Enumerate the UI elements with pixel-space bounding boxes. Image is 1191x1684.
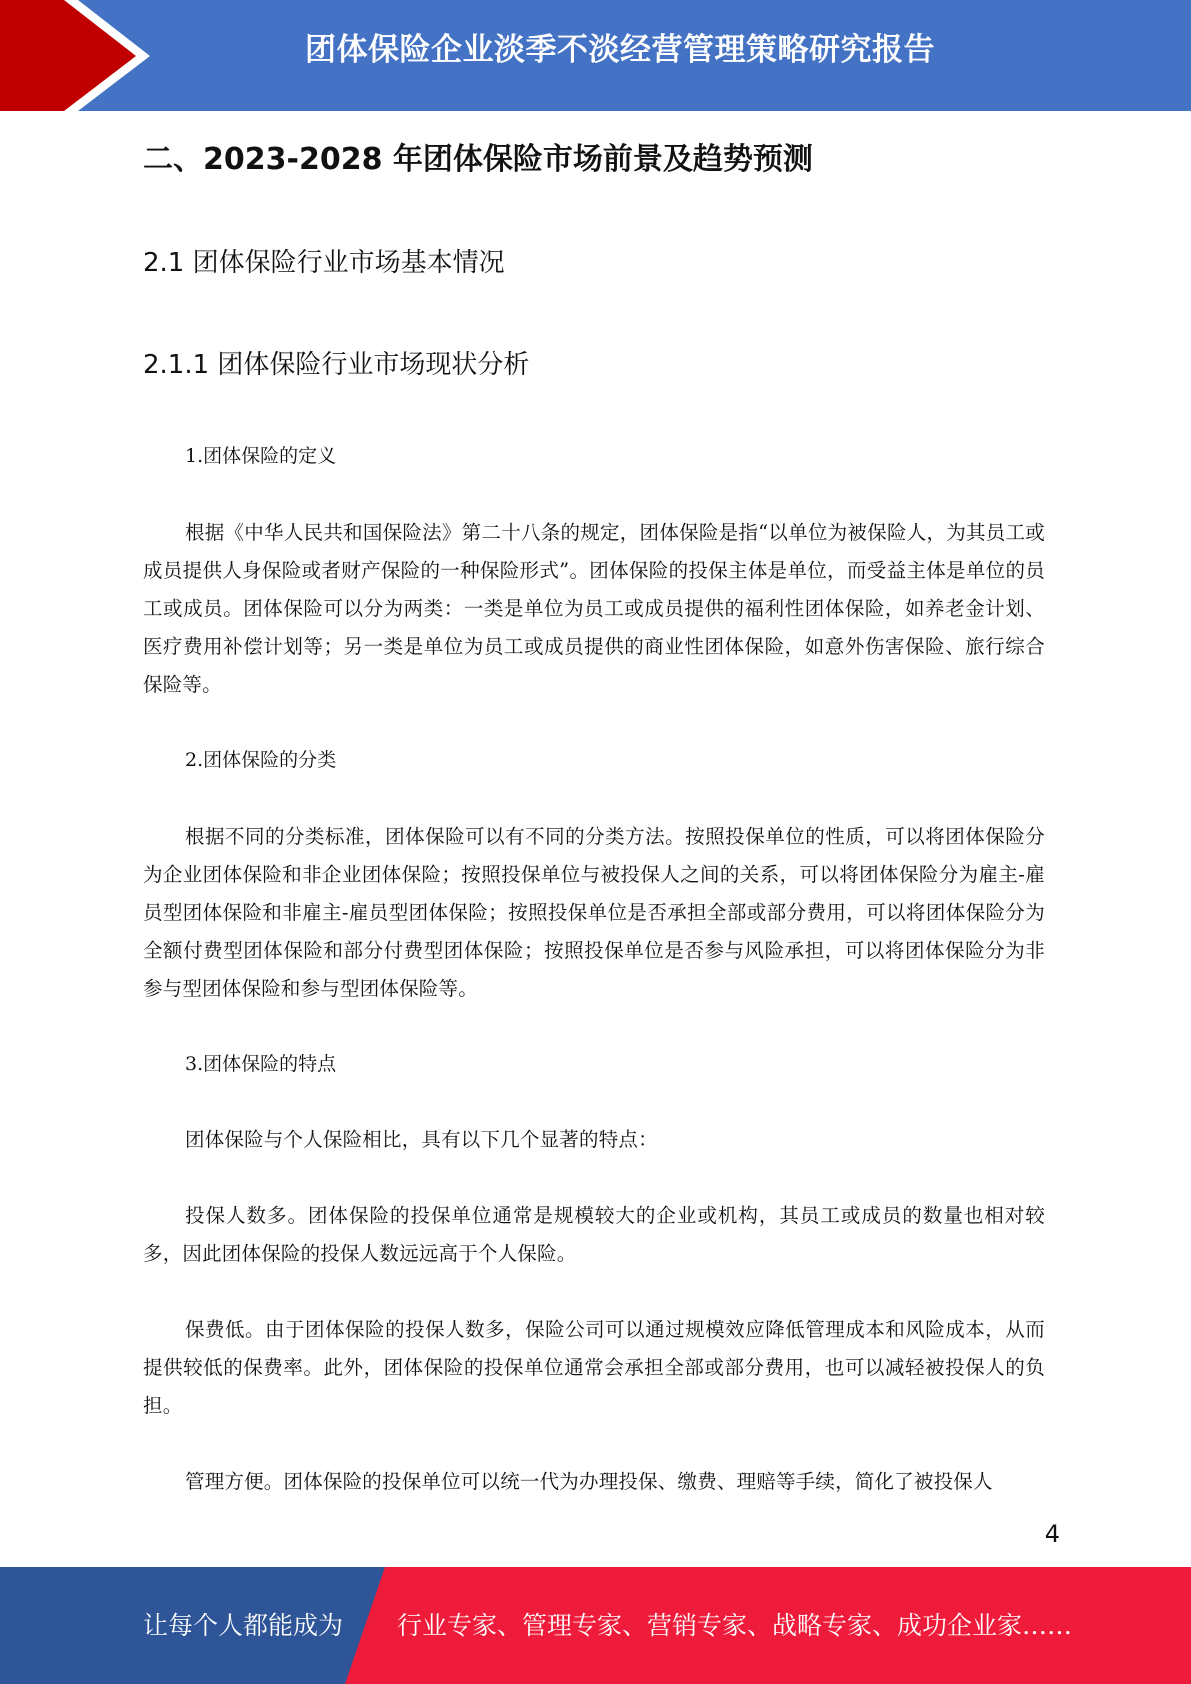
item3-intro: 团体保险与个人保险相比，具有以下几个显著的特点：: [185, 1128, 658, 1151]
header-title: 团体保险企业淡季不淡经营管理策略研究报告: [305, 32, 935, 68]
feature-paragraph-3: 管理方便。团体保险的投保单位可以统一代为办理投保、缴费、理赔等手续，简化了被投保人: [185, 1470, 993, 1493]
sub-heading: 2.1 团体保险行业市场基本情况: [143, 248, 505, 278]
section-heading: 二、2023-2028 年团体保险市场前景及趋势预测: [143, 142, 813, 177]
footer-banner: [0, 1567, 1191, 1684]
item3-title: 3.团体保险的特点: [185, 1053, 337, 1075]
item2-paragraph: 根据不同的分类标准，团体保险可以有不同的分类方法。按照投保单位的性质，可以将团体保险分为企业团体保险和非企业团体保险；按照投保单位与被投保人之间的关系，可以将团体保险分为雇主-雇员型团体保险和非雇主-雇员型团体保险；按照投保单位是否承担全部或部分费用，可以将团体保险分为全额付费型团体保险和部分付费型团体保险；按照投保单位是否参与风险承担，可以将团体保险分为非参与型团体保险和参与型团体保险等。: [143, 825, 1045, 1000]
item1-title: 1.团体保险的定义: [185, 445, 337, 467]
footer-slogan-right: 行业专家、管理专家、营销专家、战略专家、成功企业家……: [397, 1611, 1073, 1640]
feature-paragraph-2: 保费低。由于团体保险的投保人数多，保险公司可以通过规模效应降低管理成本和风险成本，从而提供较低的保费率。此外，团体保险的投保单位通常会承担全部或部分费用，也可以减轻被投保人的负担。: [143, 1318, 1045, 1417]
item2-title: 2.团体保险的分类: [185, 749, 337, 771]
feature-paragraph-1: 投保人数多。团体保险的投保单位通常是规模较大的企业或机构，其员工或成员的数量也相对较多，因此团体保险的投保人数远远高于个人保险。: [143, 1204, 1045, 1265]
item1-paragraph: 根据《中华人民共和国保险法》第二十八条的规定，团体保险是指“以单位为被保险人，为其员工或成员提供人身保险或者财产保险的一种保险形式”。团体保险的投保主体是单位，而受益主体是单位的员工或成员。团体保险可以分为两类：一类是单位为员工或成员提供的福利性团体保险，如养老金计划、医疗费用补偿计划等；另一类是单位为员工或成员提供的商业性团体保险，如意外伤害保险、旅行综合保险等。: [143, 521, 1045, 696]
sub-sub-heading: 2.1.1 团体保险行业市场现状分析: [143, 350, 530, 380]
header-banner: [0, 0, 1191, 111]
footer-slogan-left: 让每个人都能成为: [143, 1611, 344, 1640]
page-number: 4: [1044, 1520, 1060, 1548]
